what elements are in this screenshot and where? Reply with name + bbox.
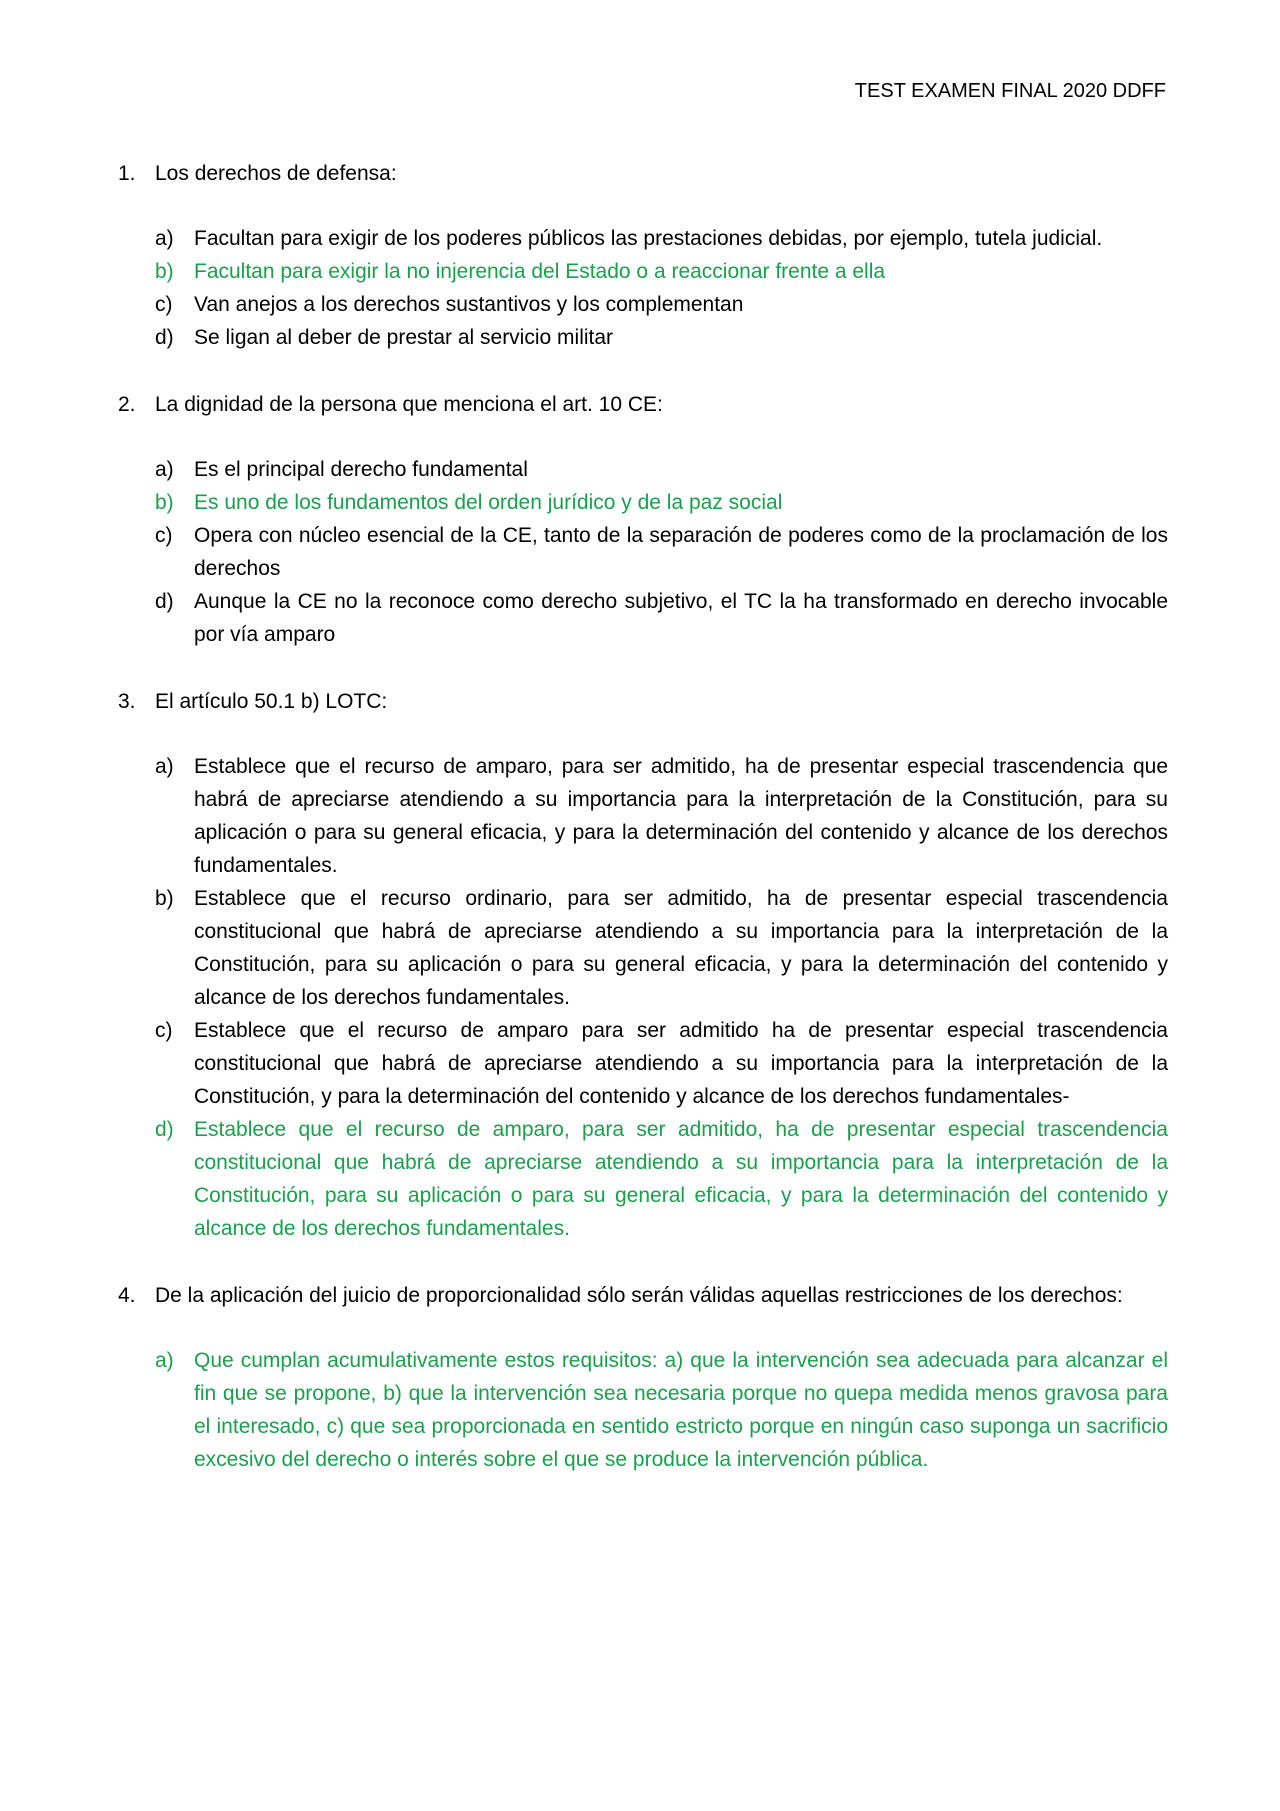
answer-option [155, 882, 1168, 1014]
answer-option [155, 222, 1168, 255]
answer-option [155, 288, 1168, 321]
option-text: Facultan para exigir la no injerencia del Estado o a reaccionar frente a ella [194, 260, 886, 283]
question-number: 2. [118, 393, 136, 416]
option-letter: b) [155, 491, 174, 514]
option-letter: b) [155, 260, 174, 283]
question-stem [118, 157, 1168, 190]
question-stem [118, 1279, 1168, 1312]
answer-option-correct [155, 255, 1168, 288]
question-number: 1. [118, 162, 136, 185]
option-text: Opera con núcleo esencial de la CE, tanto de la separación de poderes como de la proclamación de los derechos [194, 524, 1168, 580]
option-letter: c) [155, 293, 173, 316]
question-list [118, 157, 1168, 1510]
option-letter: a) [155, 755, 174, 778]
question-stem [118, 685, 1168, 718]
answer-option-correct [155, 1113, 1168, 1245]
answer-option [155, 750, 1168, 882]
question-3 [118, 685, 1168, 1245]
question-1 [118, 157, 1168, 354]
option-letter: a) [155, 227, 174, 250]
option-text: Establece que el recurso de amparo, para ser admitido, ha de presentar especial trascendencia constitucional que habrá de apreciarse atendiendo a su importancia para la interpretación de la Constitución, para su aplicación o para su general eficacia, y para la determinación del contenido y alcance de los derechos fundamentales. [194, 1118, 1168, 1240]
question-number: 3. [118, 690, 136, 713]
answer-options [155, 1344, 1168, 1476]
option-text: Aunque la CE no la reconoce como derecho subjetivo, el TC la ha transformado en derecho invocable por vía amparo [194, 590, 1168, 646]
option-letter: d) [155, 326, 174, 349]
question-text: Los derechos de defensa: [155, 162, 397, 185]
option-letter: a) [155, 458, 174, 481]
answer-options [155, 750, 1168, 1245]
option-text: Es el principal derecho fundamental [194, 458, 528, 481]
question-text: La dignidad de la persona que menciona el art. 10 CE: [155, 393, 663, 416]
answer-option-correct [155, 1344, 1168, 1476]
question-stem [118, 388, 1168, 421]
option-letter: a) [155, 1349, 174, 1372]
option-letter: d) [155, 1118, 174, 1141]
answer-options [155, 453, 1168, 651]
answer-options [155, 222, 1168, 354]
option-text: Que cumplan acumulativamente estos requisitos: a) que la intervención sea adecuada para alcanzar el fin que se propone, b) que la intervención sea necesaria porque no quepa medida menos gravosa para el interesado, c) que sea proporcionada en sentido estricto porque en ningún caso suponga un sacrificio excesivo del derecho o interés sobre el que se produce la intervención pública. [194, 1349, 1168, 1471]
option-text: Se ligan al deber de prestar al servicio militar [194, 326, 614, 349]
answer-option [155, 453, 1168, 486]
option-text: Van anejos a los derechos sustantivos y los complementan [194, 293, 744, 316]
answer-option [155, 585, 1168, 651]
option-letter: b) [155, 887, 174, 910]
page-header-title: TEST EXAMEN FINAL 2020 DDFF [854, 80, 1166, 102]
option-letter: d) [155, 590, 174, 613]
option-letter: c) [155, 1019, 173, 1042]
answer-option [155, 1014, 1168, 1113]
question-text: De la aplicación del juicio de proporcionalidad sólo serán válidas aquellas restricciones de los derechos: [155, 1284, 1123, 1307]
option-text: Facultan para exigir de los poderes públicos las prestaciones debidas, por ejemplo, tutela judicial. [194, 227, 1103, 250]
question-2 [118, 388, 1168, 651]
question-number: 4. [118, 1284, 136, 1307]
option-text: Establece que el recurso ordinario, para ser admitido, ha de presentar especial trascendencia constitucional que habrá de apreciarse atendiendo a su importancia para la interpretación de la Constitución, para su aplicación o para su general eficacia, y para la determinación del contenido y alcance de los derechos fundamentales. [194, 887, 1168, 1009]
answer-option-correct [155, 486, 1168, 519]
question-4 [118, 1279, 1168, 1476]
question-text: El artículo 50.1 b) LOTC: [155, 690, 388, 713]
option-text: Es uno de los fundamentos del orden jurídico y de la paz social [194, 491, 783, 514]
option-letter: c) [155, 524, 173, 547]
answer-option [155, 321, 1168, 354]
option-text: Establece que el recurso de amparo, para ser admitido, ha de presentar especial trascendencia que habrá de apreciarse atendiendo a su importancia para la interpretación de la Constitución, para su aplicación o para su general eficacia, y para la determinación del contenido y alcance de los derechos fundamentales. [194, 755, 1168, 877]
option-text: Establece que el recurso de amparo para ser admitido ha de presentar especial trascendencia constitucional que habrá de apreciarse atendiendo a su importancia para la interpretación de la Constitución, y para la determinación del contenido y alcance de los derechos fundamentales- [194, 1019, 1168, 1108]
answer-option [155, 519, 1168, 585]
